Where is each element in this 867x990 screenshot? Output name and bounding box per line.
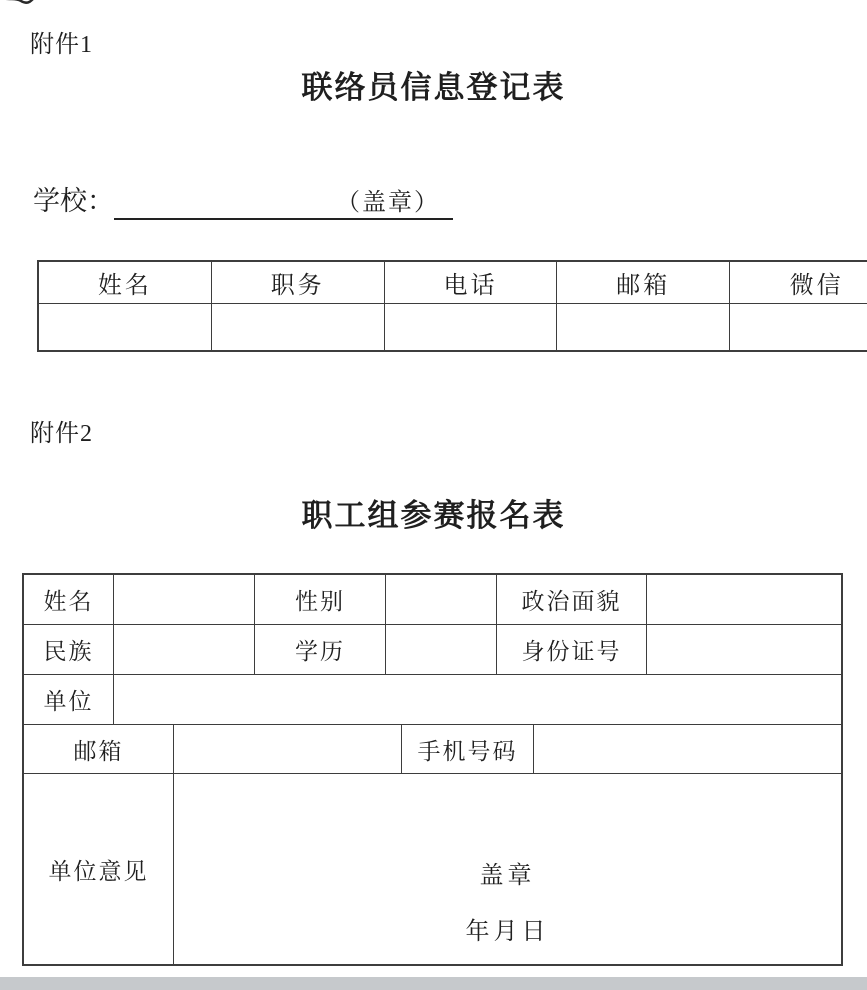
id-number-label-cell: 身份证号 xyxy=(497,625,647,674)
header-cell-position: 职务 xyxy=(212,262,385,303)
cutoff-stroke-fragment xyxy=(0,0,39,5)
empty-cell-wechat xyxy=(730,304,867,350)
contact-table-header-row xyxy=(39,262,867,304)
header-cell-wechat: 微信 xyxy=(789,273,844,299)
registration-row-2 xyxy=(24,625,841,675)
unit-opinion-value-cell xyxy=(174,774,841,964)
empty-cell-name xyxy=(39,304,212,350)
gender-value-cell xyxy=(386,575,497,624)
seal-text: 盖章 xyxy=(479,863,536,889)
registration-row-4 xyxy=(24,725,841,774)
school-label: 学校： xyxy=(33,186,114,216)
school-blank-underline xyxy=(114,188,453,220)
registration-table xyxy=(22,573,843,966)
mobile-label-cell: 手机号码 xyxy=(402,725,534,773)
header-cell-email: 邮箱 xyxy=(557,262,730,303)
unit-opinion-label-cell: 单位意见 xyxy=(24,774,174,964)
registration-row-3 xyxy=(24,675,841,725)
bottom-edge-bar xyxy=(0,977,867,990)
registration-row-1 xyxy=(24,575,841,625)
empty-cell-position xyxy=(212,304,385,350)
attachment1-label: 附件1 xyxy=(30,32,93,58)
attachment2-label: 附件2 xyxy=(30,421,93,447)
mobile-value-cell xyxy=(534,725,841,773)
id-number-value-cell xyxy=(647,625,841,674)
ethnicity-label-cell: 民族 xyxy=(24,625,114,674)
form1-title: 联络员信息登记表 xyxy=(301,70,566,105)
work-unit-label-cell: 单位 xyxy=(24,675,114,724)
education-label-cell: 学历 xyxy=(255,625,386,674)
empty-cell-phone xyxy=(385,304,558,350)
seal-note: （盖章） xyxy=(336,190,440,216)
name-label-cell: 姓名 xyxy=(24,575,114,624)
work-unit-value-cell xyxy=(114,675,841,724)
contact-table-empty-row xyxy=(39,304,867,350)
empty-cell-email xyxy=(557,304,730,350)
name-value-cell xyxy=(114,575,255,624)
political-status-value-cell xyxy=(647,575,841,624)
date-text: 年月日 xyxy=(465,919,550,945)
school-field xyxy=(33,179,453,220)
political-status-label-cell: 政治面貌 xyxy=(497,575,647,624)
email-value-cell xyxy=(174,725,402,773)
gender-label-cell: 性别 xyxy=(255,575,386,624)
contact-table xyxy=(37,260,867,352)
form2-title: 职工组参赛报名表 xyxy=(301,498,566,533)
email-label-cell: 邮箱 xyxy=(24,725,174,773)
education-value-cell xyxy=(386,625,497,674)
header-cell-name: 姓名 xyxy=(39,262,212,303)
ethnicity-value-cell xyxy=(114,625,255,674)
registration-row-5 xyxy=(24,774,841,964)
header-cell-phone: 电话 xyxy=(385,262,558,303)
